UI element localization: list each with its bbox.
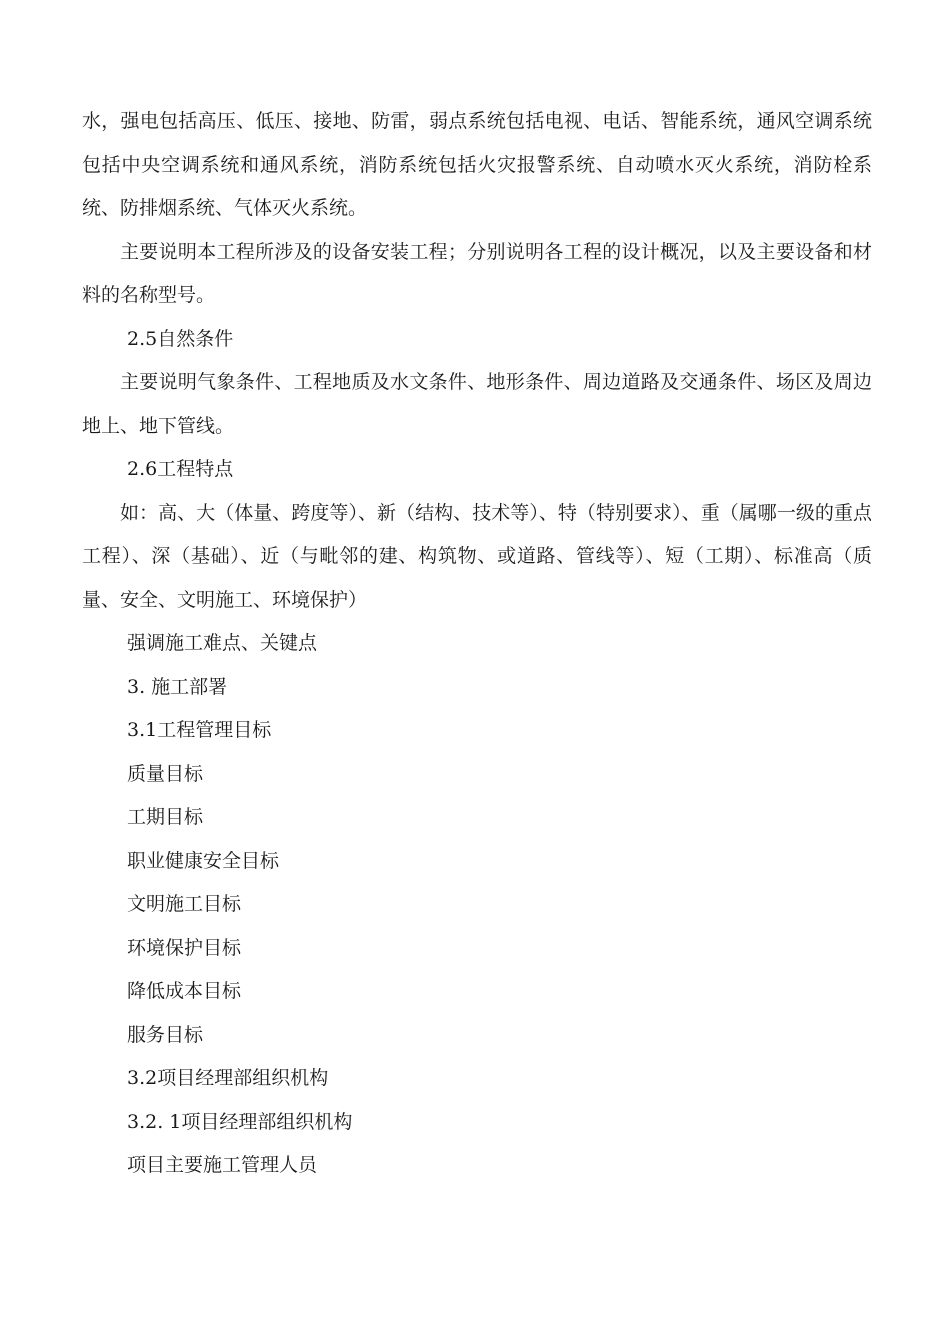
heading-project-organization-sub: 3.2. 1项目经理部组织机构: [127, 1110, 353, 1133]
list-item-civilized-construction-goal: 文明施工目标: [127, 893, 242, 915]
paragraph-key-difficulties: 强调施工难点、关键点: [127, 632, 318, 654]
list-item-service-goal: 服务目标: [127, 1023, 204, 1046]
list-item-cost-goal: 降低成本目标: [127, 980, 242, 1002]
document-body: [82, 100, 872, 1188]
paragraph-natural-conditions: 主要说明气象条件、工程地质及水文条件、地形条件、周边道路及交通条件、场区及周边地上、地下管线。: [82, 371, 872, 437]
paragraph-equipment-installation: 主要说明本工程所涉及的设备安装工程；分别说明各工程的设计概况，以及主要设备和材料的名称型号。: [82, 240, 872, 306]
heading-management-goals: 3.1工程管理目标: [127, 719, 272, 741]
list-item-environment-goal: 环境保护目标: [127, 936, 242, 959]
heading-project-features: 2.6工程特点: [127, 458, 234, 480]
list-item-schedule-goal: 工期目标: [127, 806, 204, 828]
list-item-key-personnel: 项目主要施工管理人员: [127, 1154, 318, 1176]
heading-construction-deployment: 3. 施工部署: [127, 675, 228, 698]
paragraph-mep-systems: 水，强电包括高压、低压、接地、防雷，弱点系统包括电视、电话、智能系统，通风空调系统包括中央空调系统和通风系统，消防系统包括火灾报警系统、自动喷水灭火系统，消防栓系统、防排烟系统、气体灭火系统。: [82, 110, 872, 219]
heading-natural-conditions: 2.5自然条件: [127, 327, 234, 350]
list-item-safety-goal: 职业健康安全目标: [127, 849, 280, 872]
heading-project-organization: 3.2项目经理部组织机构: [127, 1067, 329, 1089]
paragraph-project-features: 如：高、大（体量、跨度等）、新（结构、技术等）、特（特别要求）、重（属哪一级的重点工程）、深（基础）、近（与毗邻的建、构筑物、或道路、管线等）、短（工期）、标准高（质量、安全、文明施工、环境保护）: [82, 501, 872, 611]
list-item-quality-goal: 质量目标: [127, 762, 204, 785]
